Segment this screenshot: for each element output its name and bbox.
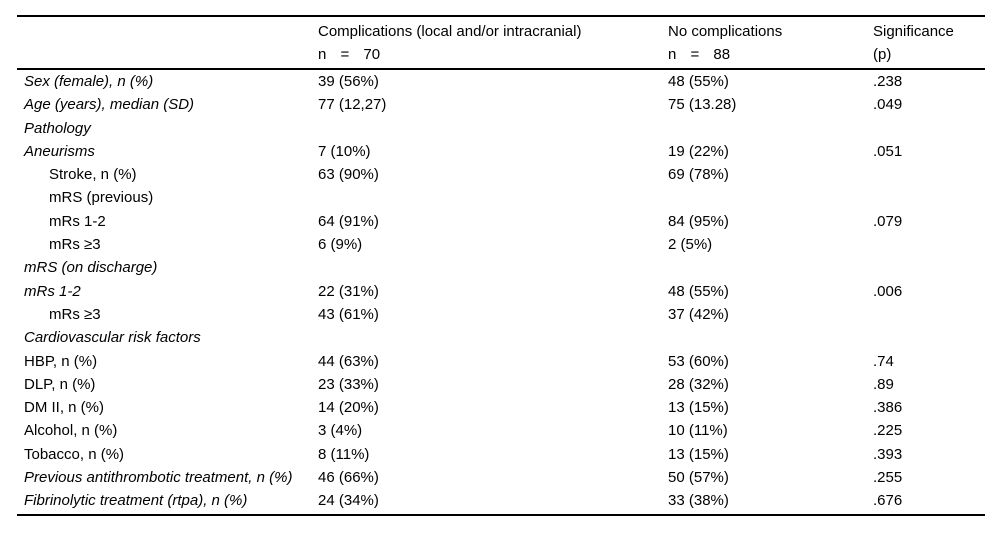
row-label: Cardiovascular risk factors — [24, 329, 201, 347]
complications-value: 22 (31%) — [318, 282, 379, 300]
table-row — [17, 350, 985, 373]
complications-value: 3 (4%) — [318, 422, 363, 440]
p-value: .386 — [873, 399, 903, 417]
p-value: .89 — [873, 375, 894, 393]
complications-value: 7 (10%) — [318, 142, 371, 160]
header-no-complications — [668, 20, 873, 66]
table-row — [17, 303, 985, 326]
row-label: mRs ≥3 — [49, 305, 101, 323]
complications-value: 8 (11%) — [318, 445, 370, 463]
table-row — [17, 70, 985, 93]
header-significance-p: (p) — [873, 46, 892, 63]
no-complications-value: 28 (32%) — [668, 375, 729, 393]
no-complications-value: 50 (57%) — [668, 469, 729, 487]
table-row — [17, 373, 985, 396]
row-label: Previous antithrombotic treatment, n (%) — [24, 469, 293, 487]
table-row — [17, 280, 985, 303]
header-no-complications-title: No complications — [668, 23, 783, 40]
no-complications-value: 13 (15%) — [668, 399, 729, 417]
complications-value: 39 (56%) — [318, 73, 379, 90]
table-row — [17, 396, 985, 419]
no-complications-value: 48 (55%) — [668, 73, 729, 90]
row-label: mRS (previous) — [49, 189, 154, 207]
row-label: Sex (female), n (%) — [24, 73, 154, 90]
table-row — [17, 326, 985, 349]
no-complications-value: 37 (42%) — [668, 305, 729, 323]
no-complications-value: 2 (5%) — [668, 236, 713, 254]
complications-value: 77 (12,27) — [318, 96, 387, 114]
complications-value: 14 (20%) — [318, 399, 379, 417]
row-label: Pathology — [24, 119, 91, 137]
complications-value: 43 (61%) — [318, 305, 379, 323]
row-label: Stroke, n (%) — [49, 166, 137, 184]
table-row — [17, 210, 985, 233]
p-value: .393 — [873, 445, 903, 463]
header-significance-title: Significance — [873, 23, 954, 40]
p-value: .255 — [873, 469, 903, 487]
no-complications-value: 13 (15%) — [668, 445, 729, 463]
header-complications — [318, 20, 668, 66]
table-row — [17, 93, 985, 116]
no-complications-value: 10 (11%) — [668, 422, 728, 440]
no-complications-value: 75 (13.28) — [668, 96, 737, 114]
complications-value: 63 (90%) — [318, 166, 379, 184]
p-value: .238 — [873, 73, 903, 90]
p-value: .051 — [873, 142, 903, 160]
row-label: Aneurisms — [24, 142, 95, 160]
table-row — [17, 256, 985, 279]
p-value: .079 — [873, 212, 903, 230]
p-value: .676 — [873, 492, 903, 510]
row-label: mRs ≥3 — [49, 236, 101, 254]
complications-value: 24 (34%) — [318, 492, 379, 510]
row-label: Fibrinolytic treatment (rtpa), n (%) — [24, 492, 248, 510]
table-row — [17, 186, 985, 209]
row-label: DLP, n (%) — [24, 375, 96, 393]
table-row — [17, 163, 985, 186]
complications-value: 44 (63%) — [318, 352, 379, 370]
table-row — [17, 489, 985, 512]
table-row — [17, 466, 985, 489]
complications-value: 64 (91%) — [318, 212, 379, 230]
no-complications-value: 48 (55%) — [668, 282, 729, 300]
p-value: .74 — [873, 352, 894, 370]
p-value: .006 — [873, 282, 903, 300]
no-complications-value: 33 (38%) — [668, 492, 729, 510]
table-row — [17, 443, 985, 466]
row-label: HBP, n (%) — [24, 352, 98, 370]
table-body — [17, 70, 985, 514]
row-label: Alcohol, n (%) — [24, 422, 118, 440]
row-label: Tobacco, n (%) — [24, 445, 125, 463]
p-value: .225 — [873, 422, 903, 440]
table-header-row — [17, 17, 985, 70]
no-complications-value: 69 (78%) — [668, 166, 729, 184]
row-label: mRS (on discharge) — [24, 259, 158, 277]
table-row — [17, 233, 985, 256]
no-complications-value: 19 (22%) — [668, 142, 729, 160]
row-label: Age (years), median (SD) — [24, 96, 195, 114]
header-no-complications-n: n = 88 — [668, 46, 731, 63]
row-label: mRs 1-2 — [49, 212, 106, 230]
p-value: .049 — [873, 96, 903, 114]
statistics-table — [17, 15, 985, 516]
header-complications-title: Complications (local and/or intracranial) — [318, 23, 582, 40]
header-complications-n: n = 70 — [318, 46, 381, 63]
no-complications-value: 53 (60%) — [668, 352, 729, 370]
header-significance — [873, 20, 985, 66]
complications-value: 6 (9%) — [318, 236, 363, 254]
row-label: DM II, n (%) — [24, 399, 105, 417]
table-row — [17, 117, 985, 140]
no-complications-value: 84 (95%) — [668, 212, 729, 230]
table-row — [17, 419, 985, 442]
table-row — [17, 140, 985, 163]
complications-value: 46 (66%) — [318, 469, 379, 487]
complications-value: 23 (33%) — [318, 375, 379, 393]
row-label: mRs 1-2 — [24, 282, 81, 300]
